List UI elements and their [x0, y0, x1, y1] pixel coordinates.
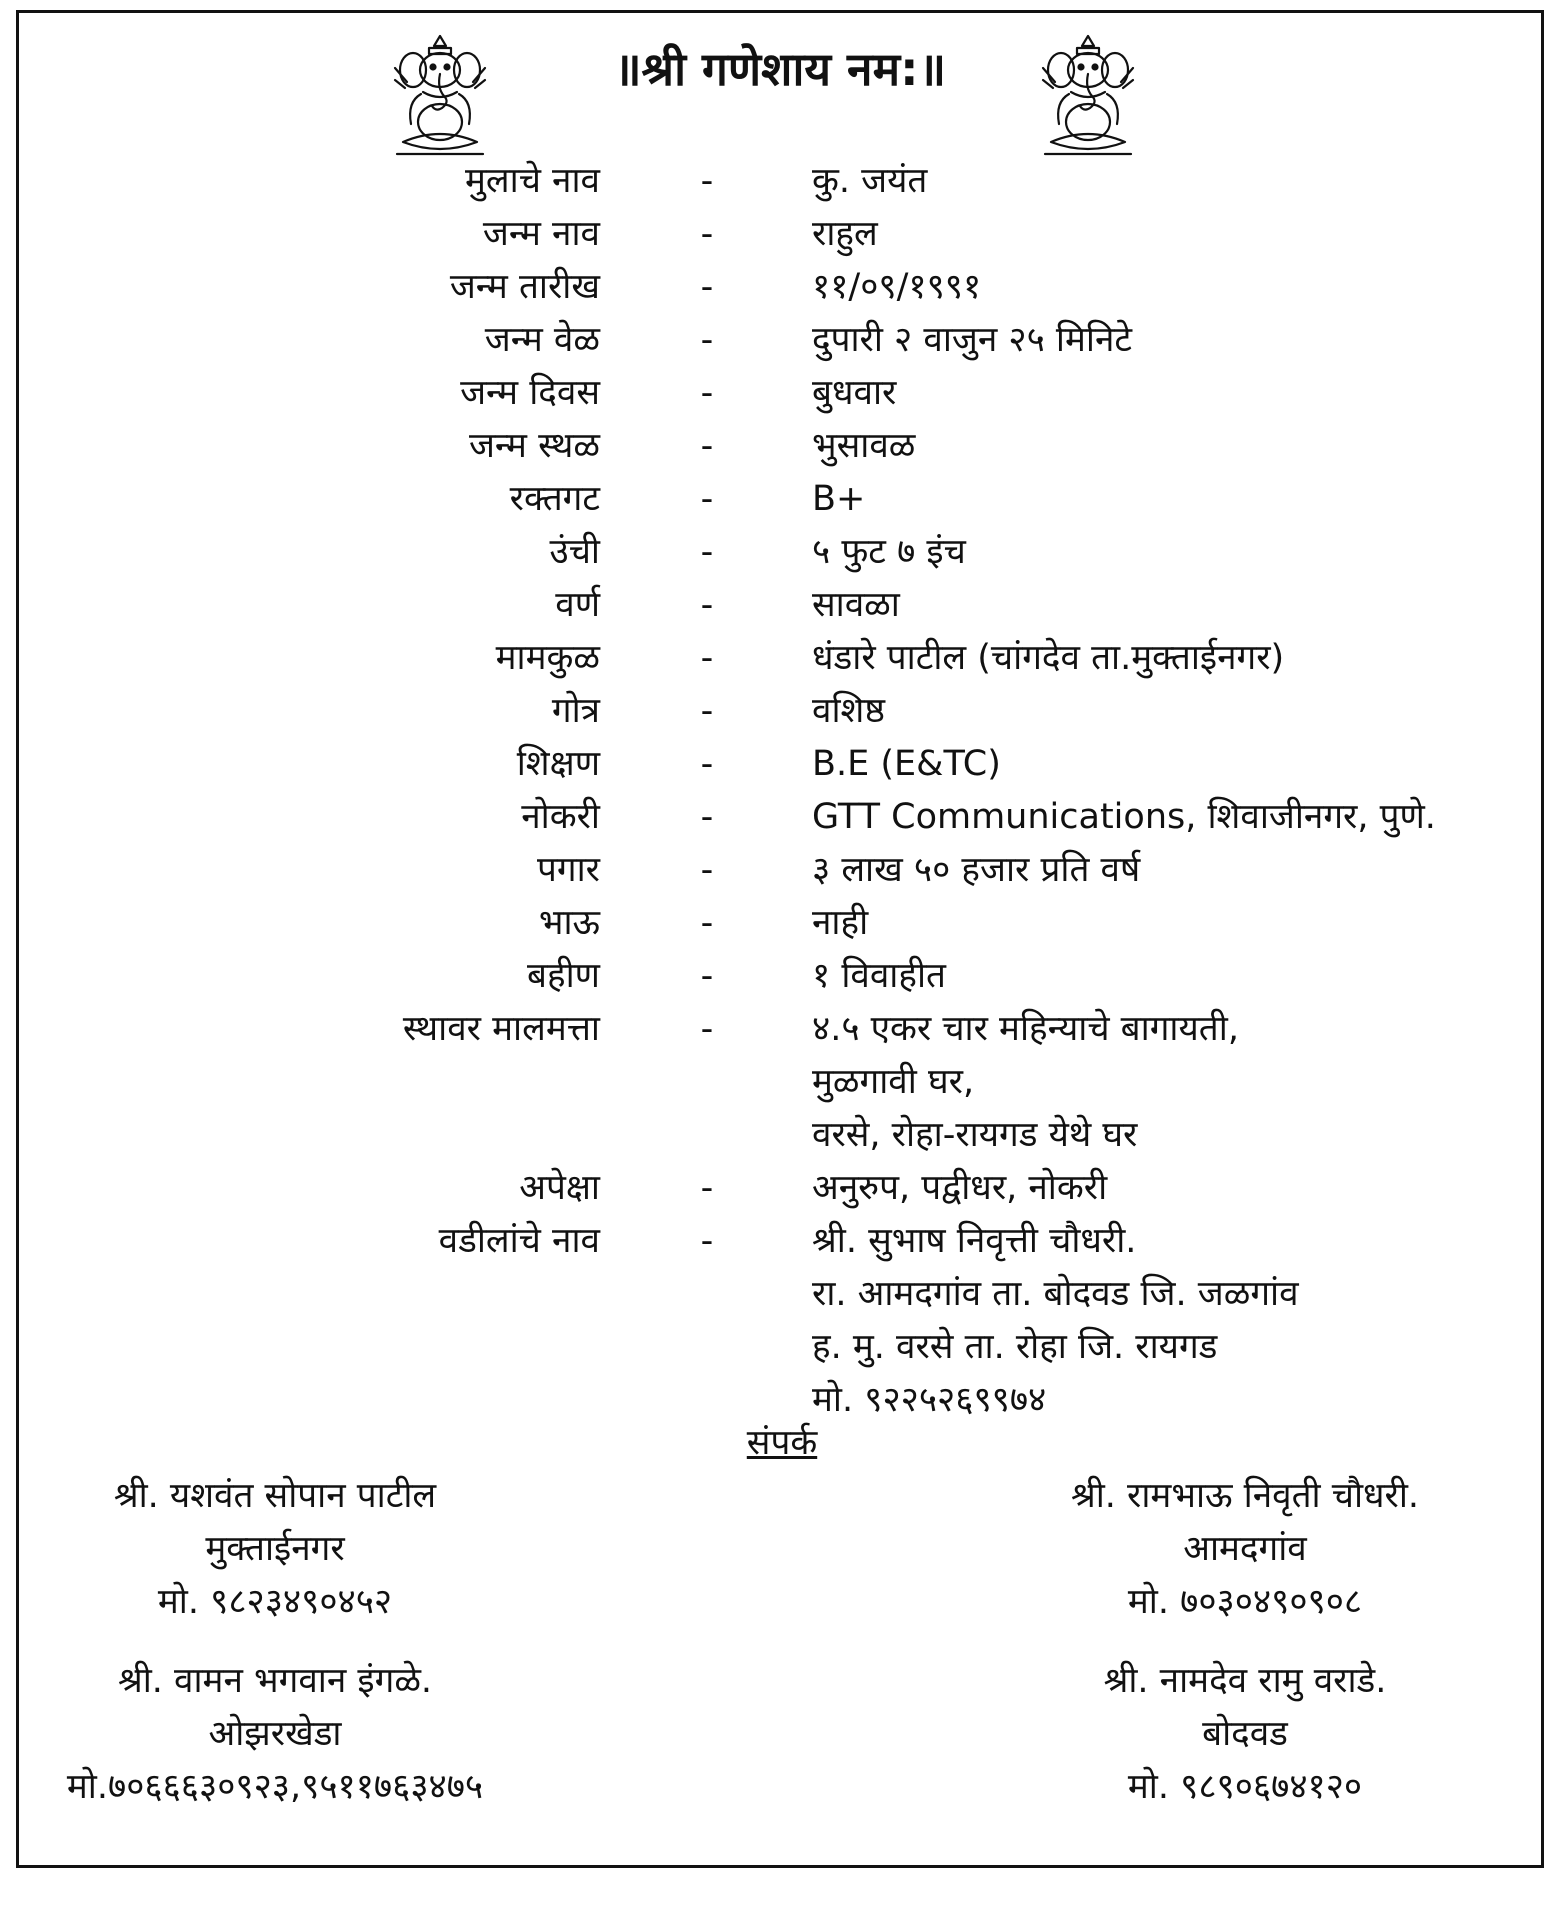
detail-label: बहीण [527, 956, 600, 996]
detail-value: अनुरुप, पद्वीधर, नोकरी [812, 1168, 1108, 1208]
detail-row [0, 155, 1564, 208]
detail-value: धंडारे पाटील (चांगदेव ता.मुक्ताईनगर) [812, 638, 1285, 678]
detail-separator: - [700, 797, 714, 837]
detail-value: वरसे, रोहा-रायगड येथे घर [812, 1115, 1138, 1155]
detail-value: राहुल [812, 214, 878, 254]
contact-name: श्री. यशवंत सोपान पाटील [113, 1476, 437, 1516]
detail-row [0, 420, 1564, 473]
contact-place: मुक्ताईनगर [205, 1529, 345, 1569]
detail-row [0, 791, 1564, 844]
detail-row [0, 1162, 1564, 1215]
detail-value: ४.५ एकर चार महिन्याचे बागायती, [812, 1009, 1239, 1049]
detail-value: मुळगावी घर, [812, 1062, 975, 1102]
detail-row [0, 208, 1564, 261]
contact-card [935, 1655, 1555, 1814]
detail-row [0, 1109, 1564, 1162]
detail-value: कु. जयंत [812, 161, 928, 201]
detail-value: ह. मु. वरसे ता. रोहा जि. रायगड [812, 1327, 1218, 1367]
detail-separator: - [700, 585, 714, 625]
biodata-details [0, 155, 1564, 1427]
contact-card [935, 1470, 1555, 1629]
contact-name: श्री. नामदेव रामु वराडे. [1103, 1661, 1387, 1701]
detail-separator: - [700, 320, 714, 360]
detail-label: वडीलांचे नाव [438, 1221, 600, 1261]
detail-value: दुपारी २ वाजुन २५ मिनिटे [812, 320, 1133, 360]
detail-row [0, 1003, 1564, 1056]
detail-separator: - [700, 956, 714, 996]
detail-separator: - [700, 744, 714, 784]
detail-value: नाही [812, 903, 869, 943]
detail-value: १ विवाहीत [812, 956, 946, 996]
detail-row [0, 367, 1564, 420]
detail-row [0, 579, 1564, 632]
detail-value: ५ फुट ७ इंच [812, 532, 966, 572]
detail-separator: - [700, 1168, 714, 1208]
detail-row [0, 950, 1564, 1003]
detail-value: वशिष्ठ [812, 691, 885, 731]
detail-label: जन्म नाव [482, 214, 600, 254]
detail-row [0, 685, 1564, 738]
contact-heading [0, 1418, 1564, 1468]
detail-separator: - [700, 1009, 714, 1049]
detail-separator: - [700, 373, 714, 413]
detail-label: स्थावर मालमत्ता [402, 1009, 600, 1049]
detail-row [0, 314, 1564, 367]
detail-value: B.E (E&TC) [812, 744, 1001, 784]
detail-value: ३ लाख ५० हजार प्रति वर्ष [812, 850, 1141, 890]
detail-separator: - [700, 903, 714, 943]
detail-label: भाऊ [538, 903, 600, 943]
detail-separator: - [700, 532, 714, 572]
detail-separator: - [700, 850, 714, 890]
contact-phone: मो. ९८२३४९०४५२ [157, 1582, 393, 1622]
ganesha-icon [1033, 30, 1143, 160]
detail-row [0, 261, 1564, 314]
detail-value: मो. ९२२५२६९९७४ [812, 1380, 1047, 1420]
detail-label: उंची [549, 532, 600, 572]
detail-row [0, 1215, 1564, 1268]
detail-row [0, 632, 1564, 685]
detail-label: गोत्र [551, 691, 600, 731]
detail-value: श्री. सुभाष निवृत्ती चौधरी. [812, 1221, 1137, 1261]
detail-value: बुधवार [812, 373, 897, 413]
detail-separator: - [700, 479, 714, 519]
contact-card [0, 1470, 585, 1629]
detail-row [0, 1056, 1564, 1109]
detail-row [0, 526, 1564, 579]
detail-label: मुलाचे नाव [464, 161, 600, 201]
detail-row [0, 1268, 1564, 1321]
detail-value: भुसावळ [812, 426, 916, 466]
detail-label: मामकुळ [495, 638, 600, 678]
detail-label: शिक्षण [516, 744, 600, 784]
detail-label: नोकरी [521, 797, 600, 837]
detail-row [0, 738, 1564, 791]
contact-phone: मो.७०६६६३०९२३,९५११७६३४७५ [66, 1767, 484, 1807]
detail-value: B+ [812, 479, 866, 519]
contact-place: आमदगांव [1183, 1529, 1307, 1569]
detail-label: जन्म तारीख [449, 267, 600, 307]
detail-separator: - [700, 1221, 714, 1261]
contact-phone: मो. ७०३०४९०९०८ [1127, 1582, 1363, 1622]
detail-row [0, 897, 1564, 950]
page-title: ॥श्री गणेशाय नम:॥ [613, 42, 947, 96]
detail-label: जन्म स्थळ [468, 426, 600, 466]
detail-label: जन्म दिवस [460, 373, 600, 413]
contact-name: श्री. रामभाऊ निवृती चौधरी. [1070, 1476, 1420, 1516]
detail-separator: - [700, 426, 714, 466]
detail-label: अपेक्षा [519, 1168, 600, 1208]
contact-place: ओझरखेडा [208, 1714, 342, 1754]
detail-row [0, 473, 1564, 526]
detail-value: रा. आमदगांव ता. बोदवड जि. जळगांव [812, 1274, 1299, 1314]
detail-separator: - [700, 214, 714, 254]
header [0, 30, 1564, 160]
detail-value: सावळा [812, 585, 900, 625]
detail-separator: - [700, 161, 714, 201]
detail-separator: - [700, 267, 714, 307]
contact-card [0, 1655, 585, 1814]
detail-label: रक्तगट [509, 479, 600, 519]
contact-name: श्री. वामन भगवान इंगळे. [117, 1661, 433, 1701]
detail-label: पगार [537, 850, 600, 890]
contact-phone: मो. ९८९०६७४१२० [1127, 1767, 1363, 1807]
detail-label: जन्म वेळ [484, 320, 600, 360]
detail-separator: - [700, 691, 714, 731]
detail-value: GTT Communications, शिवाजीनगर, पुणे. [812, 797, 1436, 837]
detail-label: वर्ण [555, 585, 600, 625]
contact-heading-text: संपर्क [746, 1423, 818, 1463]
detail-separator: - [700, 638, 714, 678]
contact-place: बोदवड [1202, 1714, 1288, 1754]
detail-value: ११/०९/१९९१ [812, 267, 982, 307]
detail-row [0, 844, 1564, 897]
ganesha-icon [385, 30, 495, 160]
detail-row [0, 1321, 1564, 1374]
